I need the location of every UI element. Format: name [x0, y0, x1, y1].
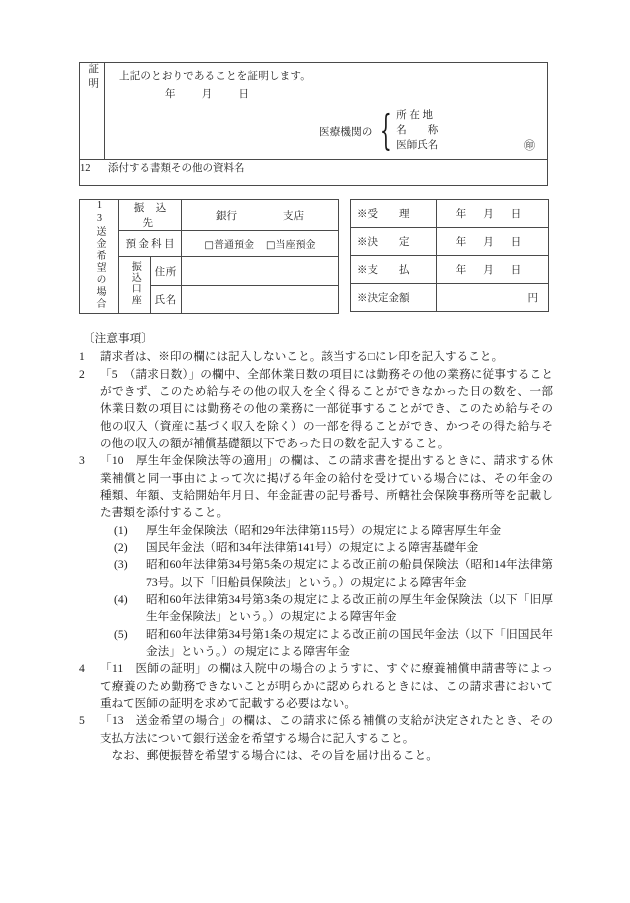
note-subitem-text: 国民年金法（昭和34年法律第141号）の規定による障害基礎年金 — [146, 540, 479, 554]
official-decision-row — [351, 228, 549, 256]
note-number: 2 — [79, 367, 85, 381]
official-receipt-date[interactable] — [437, 200, 549, 228]
note-subitem — [114, 522, 553, 539]
decision-year: 年 — [455, 237, 467, 248]
official-use-table — [350, 199, 549, 312]
note-subitem — [114, 626, 553, 661]
seal-icon: ㊞ — [524, 139, 535, 152]
note-paragraph: なお、郵便振替を希望する場合には、その旨を届け出ること。 — [100, 748, 438, 762]
account-name-label: 氏名 — [150, 286, 182, 314]
org-field-doctor-name: 医師氏名 — [396, 139, 439, 151]
note-subitem-text: 昭和60年法律第34号第1条の規定による改正前の国民年金法（以下「旧国民年金法」という。）の規定による障害年金 — [146, 627, 553, 658]
note-paragraph: 「11 医師の証明」の欄は入院中の場合のようすに、すぐに療養補償申請書等によって療養のため勤務できないことが明らかに認められるときには、この請求書において重ねて医師の証明を求めて記載する必要はない。 — [100, 662, 553, 710]
account-address-label: 住所 — [150, 257, 182, 286]
account-type-options[interactable] — [182, 231, 339, 257]
account-address-row — [80, 257, 339, 286]
certification-month: 月 — [201, 89, 213, 100]
checkbox-ordinary-deposit[interactable]: □普通預金 — [204, 240, 254, 251]
payment-day: 日 — [510, 265, 522, 276]
curly-brace-icon: { — [379, 106, 392, 156]
note-paragraph: 「13 送金希望の場合」の欄は、この請求に係る補償の支給が決定されたとき、その支払方法について銀行送金を希望する場合に記入すること。 — [100, 714, 553, 745]
bank-branch-input[interactable] — [182, 200, 339, 231]
official-receipt-label: ※受 理 — [351, 200, 437, 228]
official-payment-row — [351, 256, 549, 284]
note-number: 1 — [79, 350, 85, 364]
certification-statement: 上記のとおりであることを証明します。 — [119, 71, 311, 82]
official-payment-date[interactable] — [437, 256, 549, 284]
official-decision-date[interactable] — [437, 228, 549, 256]
certification-body-cell[interactable] — [105, 63, 548, 160]
medical-institution-label: 医療機関の — [319, 126, 373, 138]
attachments-cell[interactable] — [80, 160, 548, 186]
note-item — [79, 452, 553, 660]
remittance-vertical-label: 13送金希望の場合 — [94, 200, 105, 310]
official-amount-input[interactable] — [437, 284, 549, 312]
note-paragraph: 請求者は、※印の欄には記入しないこと。該当する□にレ印を記入すること。 — [100, 350, 504, 364]
note-body — [100, 660, 553, 712]
note-paragraph: 「10 厚生年金保険法等の適用」の欄は、この請求書を提出するときに、請求する休業補償と同一事由によって次に掲げる年金の給付を受けている場合には、その年金の種類、年額、支給開始年月日、年金証書の記号番号、所轄社会保険事務所等を記載した書類を添付すること。 — [100, 454, 553, 520]
note-subitem-number: (4) — [114, 592, 128, 606]
note-subitem-text: 昭和60年法律第34号第5条の規定による改正前の船員保険法（昭和14年法律第73号。以下「旧船員保険法」という。）の規定による障害年金 — [146, 558, 553, 589]
note-subitem — [114, 591, 553, 626]
payment-month: 月 — [483, 265, 494, 276]
checkbox-current-deposit[interactable]: □当座預金 — [266, 240, 316, 251]
note-body — [100, 366, 553, 453]
official-decision-label: ※決 定 — [351, 228, 437, 256]
note-subitem-text: 昭和60年法律第34号第3条の規定による改正前の厚生年金保険法（以下「旧厚生年金保険法」という。）の規定による障害年金 — [146, 592, 553, 624]
note-number: 3 — [79, 454, 85, 468]
receipt-day: 日 — [510, 209, 522, 220]
note-subitem-number: (5) — [114, 627, 128, 641]
certification-year: 年 — [165, 89, 176, 100]
official-receipt-row — [351, 200, 549, 228]
org-field-address: 所 在 地 — [396, 110, 433, 121]
amount-unit: 円 — [527, 293, 538, 304]
branch-word: 支店 — [283, 210, 304, 222]
note-item — [79, 366, 553, 453]
note-subitem-text: 厚生年金保険法（昭和29年法律第115号）の規定による障害厚生年金 — [146, 523, 502, 537]
note-item — [79, 712, 553, 764]
transfer-to-row — [80, 200, 339, 231]
account-type-row — [80, 231, 339, 257]
bank-word: 銀行 — [216, 210, 237, 222]
certification-table — [79, 62, 548, 186]
attachments-row — [80, 160, 548, 186]
note-item — [79, 348, 553, 365]
certification-date-line — [165, 86, 249, 101]
note-item — [79, 660, 553, 712]
remittance-table — [79, 199, 339, 314]
note-subitem — [114, 539, 553, 556]
account-name-input[interactable] — [182, 286, 339, 314]
certification-vertical-label: 証明 — [87, 63, 99, 92]
note-number: 4 — [79, 662, 85, 676]
note-paragraph: 「5 （請求日数）」の欄中、全部休業日数の項目には勤務その他の業務に従事することができず、このため給与その他の収入を全く得ることができなかった日の数を、一部休業日数の項目には勤務その他の業務に一部従事することができ、このため給与その他の収入（資産に基づく収入を除く）の一部を得ることができ、かつその得た給与その他の収入の額が補償基礎額以下であった日の数を記入すること。 — [100, 367, 553, 450]
decision-day: 日 — [510, 237, 522, 248]
decision-month: 月 — [483, 237, 494, 248]
note-body — [100, 452, 553, 660]
attachments-number: 12 — [80, 163, 91, 174]
certification-vertical-label-cell — [80, 63, 105, 160]
account-address-input[interactable] — [182, 257, 339, 286]
receipt-year: 年 — [455, 209, 467, 220]
remittance-vertical-label-cell — [80, 200, 119, 314]
certification-day: 日 — [238, 89, 250, 100]
attachments-label: 添付する書類その他の資料名 — [108, 163, 245, 174]
official-amount-row — [351, 284, 549, 312]
note-number: 5 — [79, 714, 85, 728]
transfer-to-label: 振 込 先 — [119, 200, 182, 231]
notes-section — [79, 330, 553, 764]
account-type-label: 預金科目 — [119, 231, 182, 257]
certification-row — [80, 63, 548, 160]
notes-title: 〔注意事項〕 — [83, 332, 153, 345]
note-subitem — [114, 556, 553, 591]
medical-institution-fields — [396, 109, 438, 154]
account-vertical-label-cell — [119, 257, 151, 314]
note-body — [100, 712, 553, 764]
org-field-name: 名 称 — [396, 124, 439, 136]
note-subitem-number: (1) — [114, 523, 128, 537]
note-subitem-number: (2) — [114, 540, 128, 554]
note-body — [100, 348, 553, 365]
official-amount-label: ※決定金額 — [351, 284, 437, 312]
official-payment-label: ※支 払 — [351, 256, 437, 284]
note-subitem-number: (3) — [114, 558, 128, 572]
medical-institution-group — [319, 106, 439, 156]
remittance-and-official-block — [79, 199, 549, 315]
payment-year: 年 — [455, 265, 467, 276]
receipt-month: 月 — [483, 209, 494, 220]
account-vertical-label: 振込口座 — [129, 261, 141, 306]
